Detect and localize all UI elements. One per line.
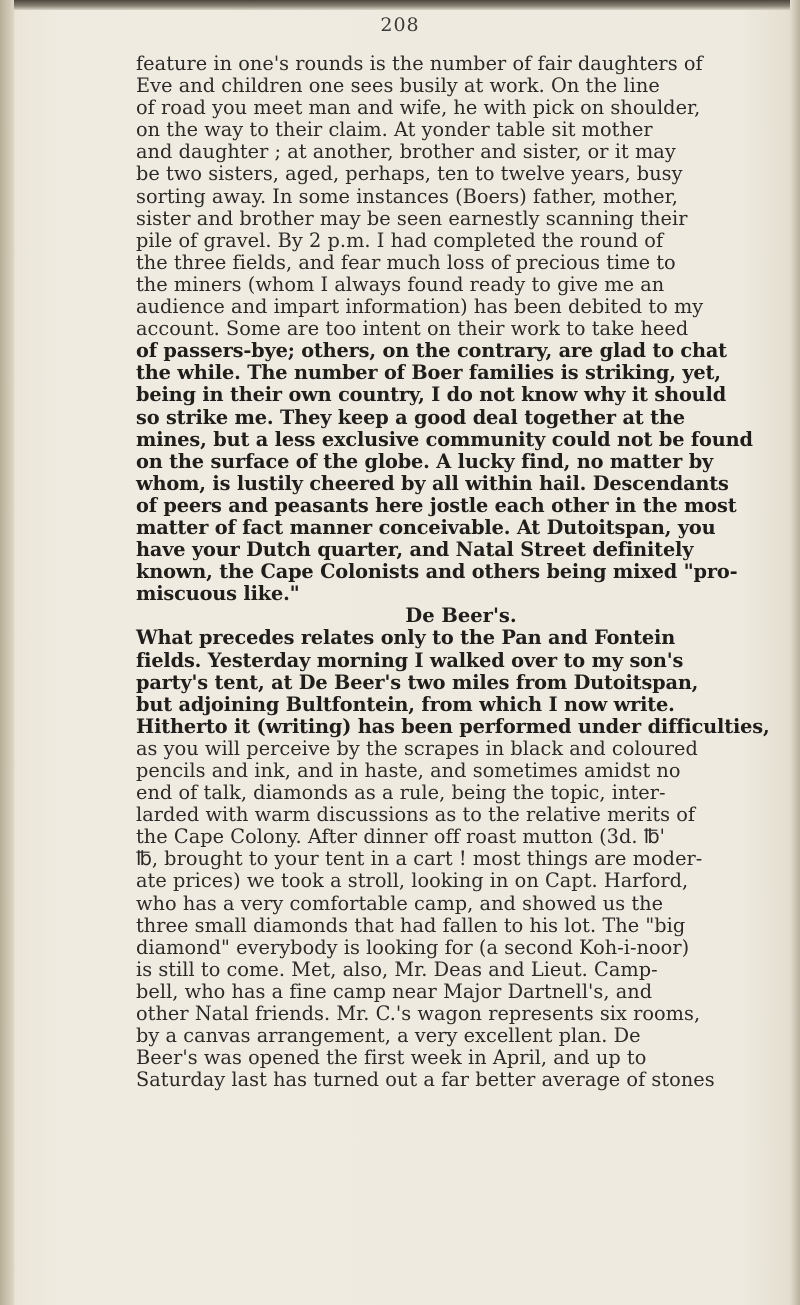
text-line: Beer's was opened the first week in April, and up to bbox=[136, 1046, 647, 1070]
text-line: What precedes relates only to the Pan and Fontein bbox=[136, 626, 676, 650]
text-line: larded with warm discussions as to the relative merits of bbox=[136, 803, 696, 827]
text-line: pile of gravel. By 2 p.m. I had completed the round of bbox=[136, 228, 664, 252]
text-line: three small diamonds that had fallen to his lot. The "big bbox=[136, 913, 686, 937]
text-line: party's tent, at De Beer's two miles from Dutoitspan, bbox=[136, 670, 699, 694]
text-line: the three fields, and fear much loss of precious time to bbox=[136, 250, 676, 274]
text-line: known, the Cape Colonists and others being mixed "pro- bbox=[136, 560, 738, 584]
text-line: pencils and ink, and in haste, and sometimes amidst no bbox=[136, 759, 681, 782]
text-line: as you will perceive by the scrapes in black and coloured bbox=[136, 736, 698, 760]
text-line: Eve and children one sees busily at work. On the line bbox=[136, 74, 660, 98]
section-heading: De Beer's. bbox=[405, 604, 517, 628]
text-line: the while. The number of Boer families is striking, yet, bbox=[136, 361, 721, 385]
text-line: of peers and peasants here jostle each other in the most bbox=[136, 493, 737, 517]
text-line: who has a very comfortable camp, and showed us the bbox=[136, 891, 664, 915]
text-line: Hitherto it (writing) has been performed under difficulties, bbox=[136, 714, 770, 738]
text-line: is still to come. Met, also, Mr. Deas and Lieut. Camp- bbox=[136, 957, 658, 981]
text-line: have your Dutch quarter, and Natal Street definitely bbox=[136, 538, 694, 562]
text-line: so strike me. They keep a good deal together at the bbox=[136, 405, 685, 429]
text-line: of road you meet man and wife, he with pick on shoulder, bbox=[136, 96, 701, 120]
text-line: end of talk, diamonds as a rule, being the topic, inter- bbox=[136, 781, 666, 805]
text-line: other Natal friends. Mr. C.'s wagon represents six rooms, bbox=[136, 1002, 701, 1026]
text-line: be two sisters, aged, perhaps, ten to twelve years, busy bbox=[136, 162, 683, 186]
page-top-edge bbox=[0, 0, 800, 10]
text-line: bell, who has a fine camp near Major Dartnell's, and bbox=[136, 979, 653, 1003]
text-line: ℔, brought to your tent in a cart ! most things are moder- bbox=[136, 847, 703, 871]
text-line: feature in one's rounds is the number of fair daughters of bbox=[136, 52, 703, 75]
text-line: on the surface of the globe. A lucky find, no matter by bbox=[136, 449, 714, 473]
page-number: 208 bbox=[380, 14, 420, 36]
text-line: on the way to their claim. At yonder table sit mother bbox=[136, 118, 653, 142]
text-line: diamond" everybody is looking for (a second Koh-i-noor) bbox=[136, 935, 690, 959]
text-line: by a canvas arrangement, a very excellent plan. De bbox=[136, 1024, 641, 1048]
body-text bbox=[136, 53, 776, 1091]
paragraph-part-1 bbox=[136, 53, 776, 340]
text-line: miscuous like." bbox=[136, 582, 300, 606]
text-line: audience and impart information) has been debited to my bbox=[136, 295, 704, 319]
text-line: Saturday last has turned out a far better average of stones bbox=[136, 1068, 715, 1092]
gutter-shadow bbox=[0, 0, 14, 1305]
text-line: the Cape Colony. After dinner off roast mutton (3d. ℔' bbox=[136, 825, 665, 849]
text-line: and daughter ; at another, brother and sister, or it may bbox=[136, 140, 676, 164]
page-right-edge bbox=[790, 0, 800, 1305]
text-line: sister and brother may be seen earnestly scanning their bbox=[136, 206, 688, 230]
text-line: of passers-bye; others, on the contrary, are glad to chat bbox=[136, 339, 727, 363]
text-line: whom, is lustily cheered by all within hail. Descendants bbox=[136, 471, 729, 495]
text-line: sorting away. In some instances (Boers) father, mother, bbox=[136, 184, 678, 208]
text-line: being in their own country, I do not know why it should bbox=[136, 383, 727, 407]
text-line: account. Some are too intent on their work to take heed bbox=[136, 317, 689, 341]
paragraph-de-beers bbox=[136, 627, 776, 1091]
text-line: matter of fact manner conceivable. At Dutoitspan, you bbox=[136, 515, 716, 539]
text-line: the miners (whom I always found ready to give me an bbox=[136, 272, 665, 296]
text-line: ate prices) we took a stroll, looking in on Capt. Harford, bbox=[136, 869, 689, 893]
text-line: mines, but a less exclusive community could not be found bbox=[136, 427, 753, 451]
text-line: but adjoining Bultfontein, from which I now write. bbox=[136, 692, 675, 716]
paragraph-part-2 bbox=[136, 340, 776, 605]
text-line: fields. Yesterday morning I walked over to my son's bbox=[136, 648, 684, 672]
